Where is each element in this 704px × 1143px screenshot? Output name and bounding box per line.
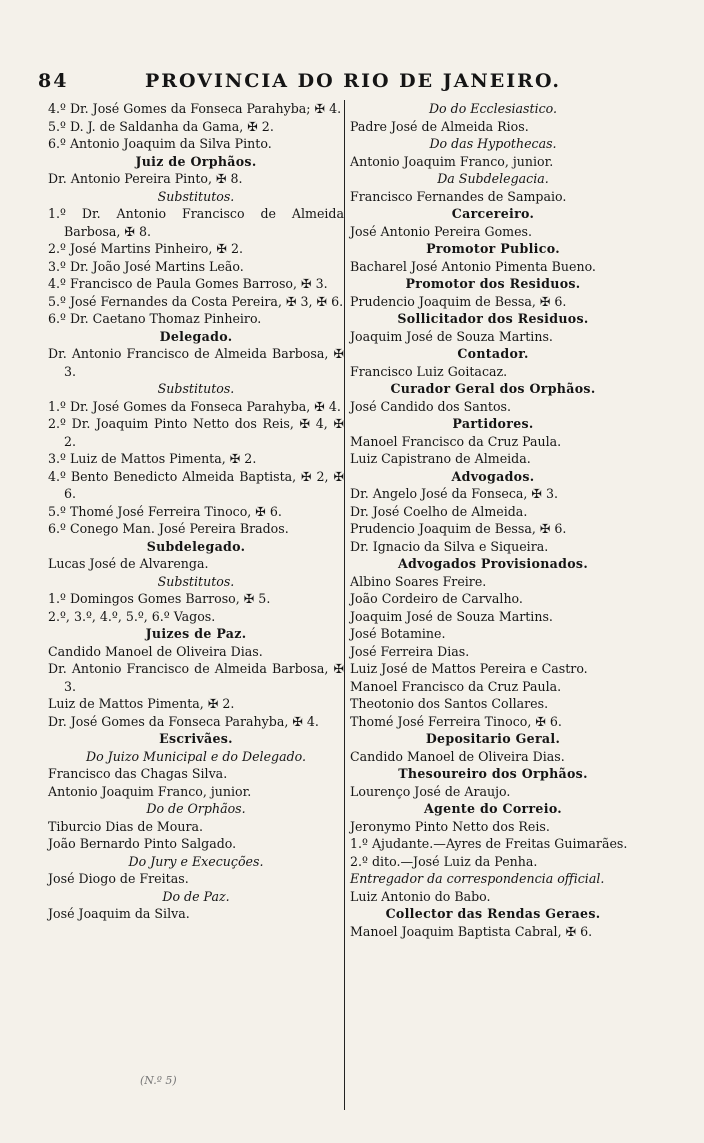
footer-stamp: (N.º 5) bbox=[140, 1074, 177, 1087]
right-section-heading: Curador Geral dos Orphãos. bbox=[390, 381, 596, 396]
left-entry: Tiburcio Dias de Moura. bbox=[48, 818, 204, 834]
left-section-heading: Subdelegado. bbox=[146, 538, 246, 554]
left-entry: 4.º Bento Benedicto Almeida Baptista, ✠ 2, ✠ 6. bbox=[48, 468, 344, 501]
right-section-heading: Advogados Provisionados. bbox=[397, 556, 589, 571]
left-entry: 1.º Dr. José Gomes da Fonseca Parahyba, ✠ 4. bbox=[48, 398, 341, 414]
right-section-heading: Thesoureiro dos Orphãos. bbox=[398, 766, 588, 781]
left-entry: 2.º, 3.º, 4.º, 5.º, 6.º Vagos. bbox=[48, 608, 216, 624]
right-entry: Bacharel José Antonio Pimenta Bueno. bbox=[350, 258, 596, 274]
right-entry: Manoel Joaquim Baptista Cabral, ✠ 6. bbox=[350, 923, 593, 939]
page-title: PROVINCIA DO RIO DE JANEIRO. bbox=[144, 70, 562, 92]
left-subheading: Substitutos. bbox=[157, 381, 235, 396]
left-entry: 1.º Dr. Antonio Francisco de Almeida Barbosa, ✠ 8. bbox=[48, 206, 344, 239]
right-entry: Manoel Francisco da Cruz Paula. bbox=[350, 433, 562, 449]
right-section-heading: Depositario Geral. bbox=[425, 731, 561, 746]
right-section-heading: Sollicitador dos Residuos. bbox=[397, 311, 589, 326]
right-entry: José Botamine. bbox=[350, 626, 446, 641]
right-entry: Dr. Angelo José da Fonseca, ✠ 3. bbox=[350, 486, 558, 501]
right-section-heading: Carcereiro. bbox=[451, 206, 535, 221]
left-entry: Dr. Antonio Francisco de Almeida Barbosa, ✠ 3. bbox=[48, 346, 344, 379]
left-entry: Antonio Joaquim Franco, junior. bbox=[48, 783, 252, 799]
right-subheading: Do das Hypothecas. bbox=[429, 136, 557, 151]
left-entry: 5.º José Fernandes da Costa Pereira, ✠ 3, ✠ 6. bbox=[48, 293, 344, 309]
right-entry: Luiz Capistrano de Almeida. bbox=[350, 451, 531, 466]
running-head bbox=[38, 70, 638, 92]
right-entry: José Antonio Pereira Gomes. bbox=[350, 223, 533, 239]
right-entry: Dr. Ignacio da Silva e Siqueira. bbox=[350, 538, 549, 554]
right-entry: Francisco Fernandes de Sampaio. bbox=[350, 188, 567, 204]
left-subheading: Do de Paz. bbox=[162, 888, 230, 904]
left-entry: Lucas José de Alvarenga. bbox=[48, 556, 209, 571]
right-column bbox=[350, 100, 636, 940]
left-section-heading: Escrivães. bbox=[159, 731, 233, 746]
right-entry: Luiz José de Mattos Pereira e Castro. bbox=[350, 661, 588, 676]
right-section-heading: Promotor Publico. bbox=[426, 241, 560, 256]
right-entry: Dr. José Coelho de Almeida. bbox=[350, 503, 528, 519]
left-entry: 6.º Conego Man. José Pereira Brados. bbox=[48, 521, 289, 536]
right-entry: João Cordeiro de Carvalho. bbox=[350, 591, 523, 606]
right-section-heading: Collector das Rendas Geraes. bbox=[385, 906, 601, 921]
right-entry: 2.º dito.—José Luiz da Penha. bbox=[350, 853, 538, 869]
left-subheading: Do Jury e Execuções. bbox=[128, 853, 264, 869]
left-entry: 2.º José Martins Pinheiro, ✠ 2. bbox=[48, 241, 243, 256]
right-entry: Lourenço José de Araujo. bbox=[350, 783, 511, 799]
right-entry: Joaquim José de Souza Martins. bbox=[350, 608, 553, 624]
left-entry: 4.º Dr. José Gomes da Fonseca Parahyba; ✠ 4. bbox=[48, 101, 342, 116]
left-entry: Dr. Antonio Pereira Pinto, ✠ 8. bbox=[48, 171, 243, 186]
right-section-heading: Contador. bbox=[457, 346, 529, 361]
right-section-heading: Advogados. bbox=[451, 468, 535, 484]
right-entry: Joaquim José de Souza Martins. bbox=[350, 328, 553, 344]
right-entry: Entregador da correspondencia official. bbox=[350, 871, 605, 886]
right-section-heading: Promotor dos Residuos. bbox=[405, 276, 581, 291]
left-entry: Dr. José Gomes da Fonseca Parahyba, ✠ 4. bbox=[48, 713, 319, 729]
left-subheading: Substitutos. bbox=[157, 188, 235, 204]
left-entry: 6.º Antonio Joaquim da Silva Pinto. bbox=[48, 136, 272, 151]
right-section-heading: Agente do Correio. bbox=[423, 801, 562, 816]
right-section-heading: Partidores. bbox=[452, 416, 534, 431]
left-entry: Dr. Antonio Francisco de Almeida Barbosa, ✠ 3. bbox=[48, 661, 344, 694]
left-column bbox=[48, 100, 344, 923]
right-entry: Prudencio Joaquim de Bessa, ✠ 6. bbox=[350, 521, 567, 536]
right-entry: Francisco Luiz Goitacaz. bbox=[350, 363, 508, 379]
column-divider bbox=[344, 100, 345, 1110]
left-entry: 6.º Dr. Caetano Thomaz Pinheiro. bbox=[48, 311, 262, 326]
right-subheading: Do do Ecclesiastico. bbox=[428, 101, 558, 116]
left-entry: 5.º Thomé José Ferreira Tinoco, ✠ 6. bbox=[48, 503, 282, 519]
left-entry: 1.º Domingos Gomes Barroso, ✠ 5. bbox=[48, 591, 271, 606]
right-entry: Prudencio Joaquim de Bessa, ✠ 6. bbox=[350, 293, 567, 309]
right-entry: Antonio Joaquim Franco, junior. bbox=[350, 153, 554, 169]
left-entry: Luiz de Mattos Pimenta, ✠ 2. bbox=[48, 696, 235, 711]
right-entry: 1.º Ajudante.—Ayres de Freitas Guimarães. bbox=[350, 836, 628, 851]
left-entry: 3.º Luiz de Mattos Pimenta, ✠ 2. bbox=[48, 451, 257, 466]
left-entry: José Diogo de Freitas. bbox=[48, 871, 189, 886]
right-entry: José Candido dos Santos. bbox=[350, 398, 512, 414]
left-section-heading: Delegado. bbox=[159, 328, 233, 344]
right-entry: Theotonio dos Santos Collares. bbox=[350, 696, 549, 711]
left-entry: 4.º Francisco de Paula Gomes Barroso, ✠ 3. bbox=[48, 276, 328, 291]
right-subheading: Da Subdelegacia. bbox=[437, 171, 549, 186]
left-section-heading: Juizes de Paz. bbox=[145, 626, 247, 641]
left-subheading: Do Juizo Municipal e do Delegado. bbox=[85, 748, 307, 764]
left-section-heading: Juiz de Orphãos. bbox=[135, 153, 257, 169]
left-entry: Francisco das Chagas Silva. bbox=[48, 766, 228, 781]
right-entry: Albino Soares Freire. bbox=[350, 573, 487, 589]
left-subheading: Do de Orphãos. bbox=[146, 801, 246, 816]
right-entry: Padre José de Almeida Rios. bbox=[350, 118, 529, 134]
left-subheading: Substitutos. bbox=[157, 573, 235, 589]
right-entry: Manoel Francisco da Cruz Paula. bbox=[350, 678, 562, 694]
right-entry: Candido Manoel de Oliveira Dias. bbox=[350, 748, 565, 764]
left-entry: 3.º Dr. João José Martins Leão. bbox=[48, 258, 244, 274]
left-entry: 5.º D. J. de Saldanha da Gama, ✠ 2. bbox=[48, 118, 274, 134]
right-entry: Luiz Antonio do Babo. bbox=[350, 888, 491, 904]
right-entry: Thomé José Ferreira Tinoco, ✠ 6. bbox=[350, 713, 562, 729]
left-entry: José Joaquim da Silva. bbox=[48, 906, 190, 921]
left-entry: 2.º Dr. Joaquim Pinto Netto dos Reis, ✠ 4, ✠ 2. bbox=[48, 416, 344, 449]
left-entry: Candido Manoel de Oliveira Dias. bbox=[48, 643, 263, 659]
right-entry: José Ferreira Dias. bbox=[350, 643, 470, 659]
right-entry: Jeronymo Pinto Netto dos Reis. bbox=[350, 818, 550, 834]
left-entry: João Bernardo Pinto Salgado. bbox=[48, 836, 237, 851]
page-number: 84 bbox=[38, 70, 69, 92]
